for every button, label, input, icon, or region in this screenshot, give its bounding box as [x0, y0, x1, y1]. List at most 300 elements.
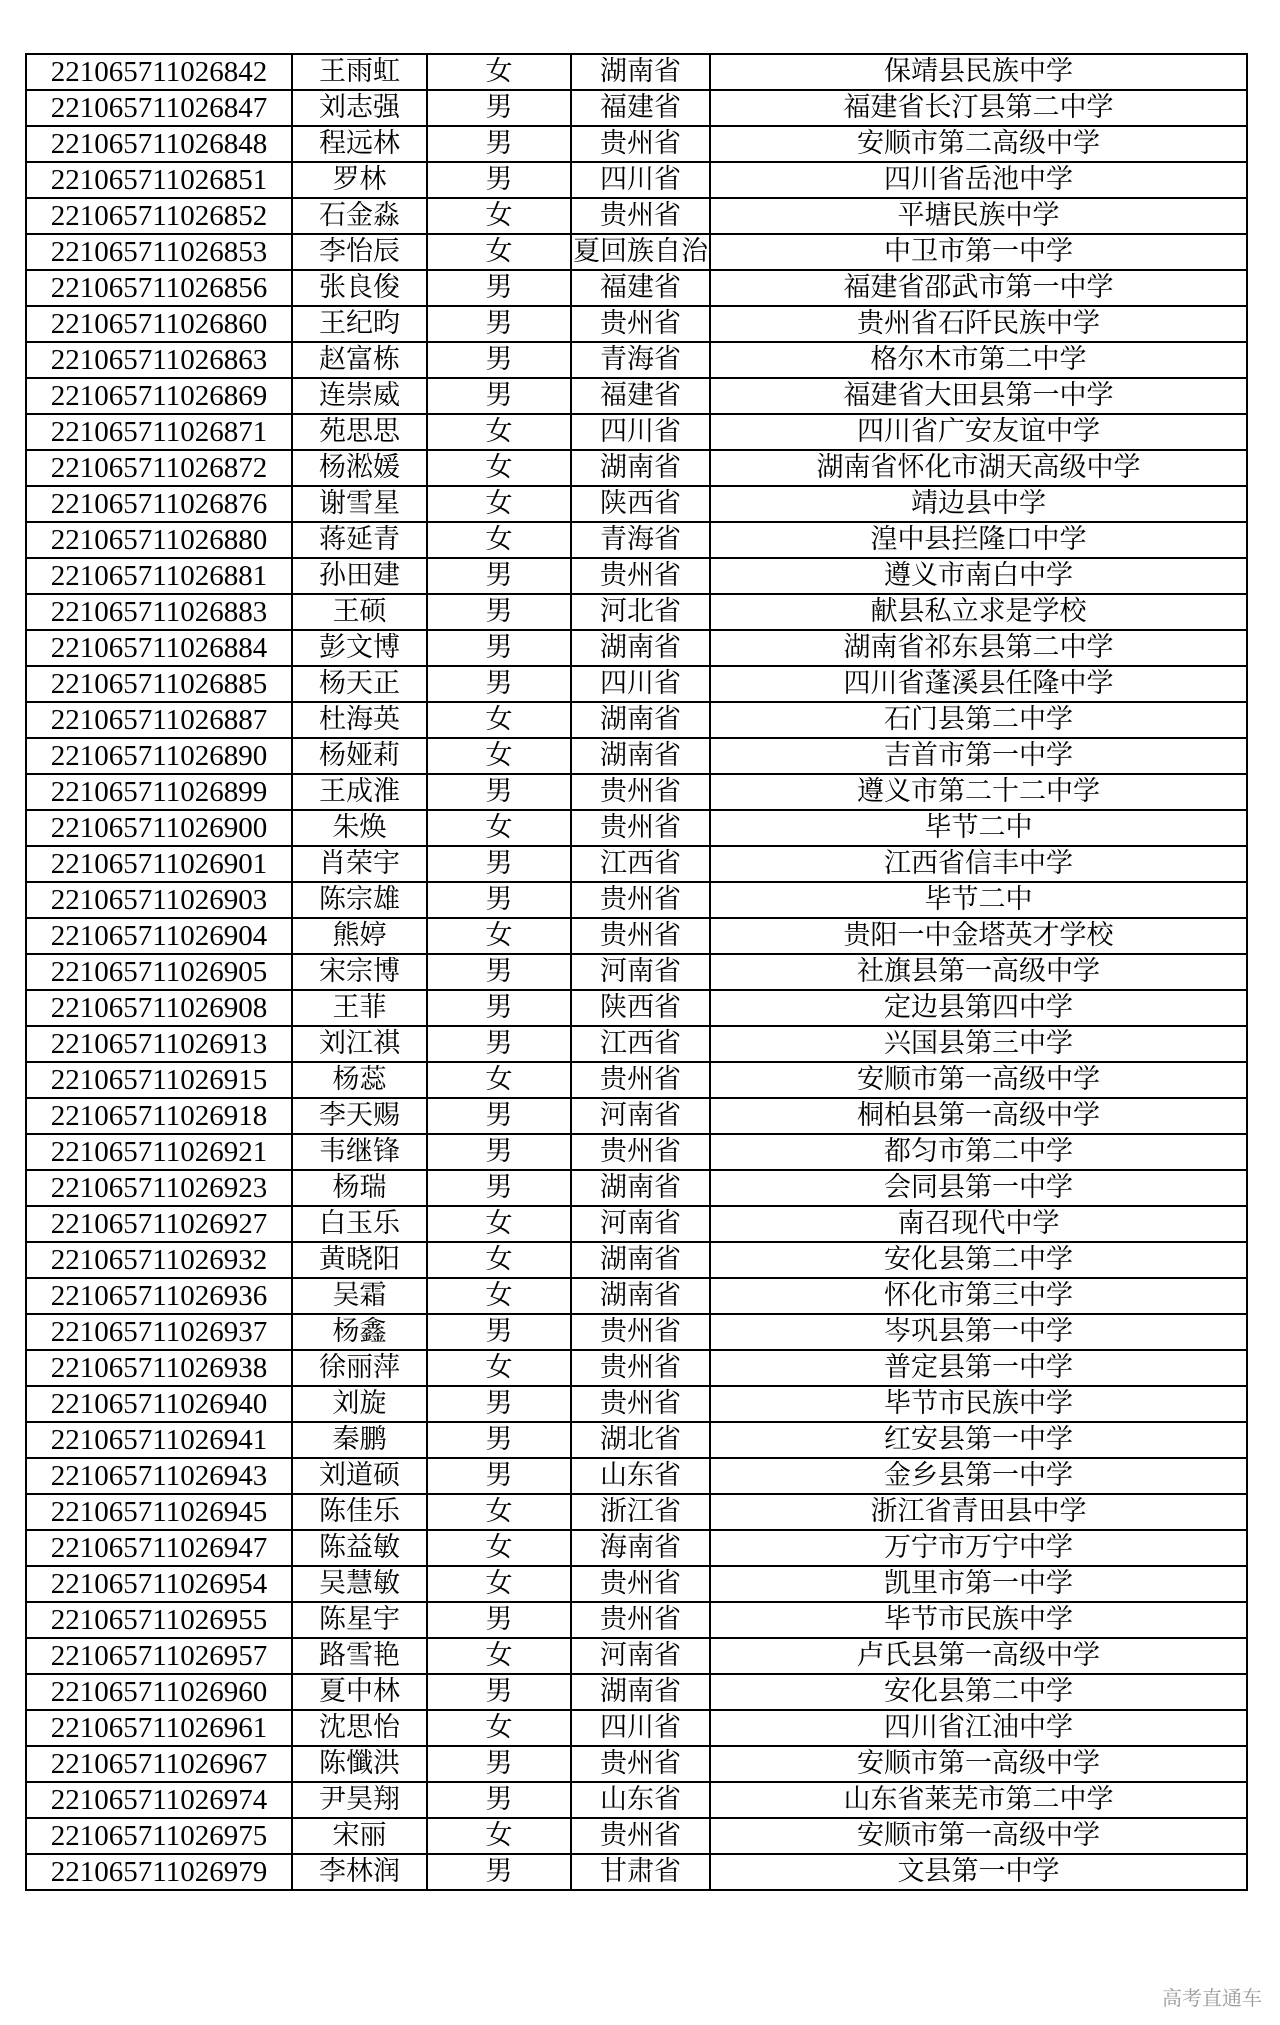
- province-cell: 贵州省: [571, 1566, 710, 1602]
- table-row: [26, 774, 1247, 810]
- school-cell: 安顺市第一高级中学: [710, 1818, 1247, 1854]
- table-row: [26, 1602, 1247, 1638]
- name-cell: 黄晓阳: [292, 1242, 427, 1278]
- gender-cell: 男: [427, 1098, 571, 1134]
- exam-id-cell: 221065711026904: [26, 918, 292, 954]
- gender-cell: 男: [427, 1674, 571, 1710]
- province-cell: 湖南省: [571, 450, 710, 486]
- province-cell: 贵州省: [571, 1602, 710, 1638]
- school-cell: 遵义市南白中学: [710, 558, 1247, 594]
- gender-cell: 男: [427, 882, 571, 918]
- school-cell: 中卫市第一中学: [710, 234, 1247, 270]
- exam-id-cell: 221065711026957: [26, 1638, 292, 1674]
- exam-id-cell: 221065711026863: [26, 342, 292, 378]
- table-row: [26, 378, 1247, 414]
- table-row: [26, 1530, 1247, 1566]
- exam-id-cell: 221065711026903: [26, 882, 292, 918]
- school-cell: 福建省邵武市第一中学: [710, 270, 1247, 306]
- name-cell: 陈宗雄: [292, 882, 427, 918]
- table-row: [26, 414, 1247, 450]
- table-row: [26, 1710, 1247, 1746]
- name-cell: 刘道硕: [292, 1458, 427, 1494]
- exam-id-cell: 221065711026913: [26, 1026, 292, 1062]
- gender-cell: 男: [427, 1026, 571, 1062]
- school-cell: 安顺市第二高级中学: [710, 126, 1247, 162]
- gender-cell: 男: [427, 990, 571, 1026]
- province-cell: 贵州省: [571, 1746, 710, 1782]
- exam-id-cell: 221065711026943: [26, 1458, 292, 1494]
- gender-cell: 女: [427, 1566, 571, 1602]
- name-cell: 徐丽萍: [292, 1350, 427, 1386]
- gender-cell: 男: [427, 1422, 571, 1458]
- exam-id-cell: 221065711026900: [26, 810, 292, 846]
- name-cell: 罗林: [292, 162, 427, 198]
- name-cell: 刘志强: [292, 90, 427, 126]
- exam-id-cell: 221065711026884: [26, 630, 292, 666]
- table-row: [26, 954, 1247, 990]
- province-cell: 贵州省: [571, 198, 710, 234]
- province-cell: 贵州省: [571, 1314, 710, 1350]
- province-cell: 陕西省: [571, 990, 710, 1026]
- exam-id-cell: 221065711026945: [26, 1494, 292, 1530]
- name-cell: 杨瑞: [292, 1170, 427, 1206]
- school-cell: 湖南省祁东县第二中学: [710, 630, 1247, 666]
- school-cell: 安顺市第一高级中学: [710, 1746, 1247, 1782]
- exam-id-cell: 221065711026876: [26, 486, 292, 522]
- table-row: [26, 1098, 1247, 1134]
- name-cell: 王成淮: [292, 774, 427, 810]
- school-cell: 定边县第四中学: [710, 990, 1247, 1026]
- name-cell: 吴霜: [292, 1278, 427, 1314]
- school-cell: 遵义市第二十二中学: [710, 774, 1247, 810]
- name-cell: 王雨虹: [292, 54, 427, 90]
- exam-id-cell: 221065711026901: [26, 846, 292, 882]
- table-row: [26, 126, 1247, 162]
- province-cell: 贵州省: [571, 1062, 710, 1098]
- province-cell: 贵州省: [571, 1386, 710, 1422]
- exam-id-cell: 221065711026908: [26, 990, 292, 1026]
- exam-id-cell: 221065711026860: [26, 306, 292, 342]
- table-row: [26, 558, 1247, 594]
- table-row: [26, 1062, 1247, 1098]
- province-cell: 四川省: [571, 162, 710, 198]
- gender-cell: 女: [427, 738, 571, 774]
- school-cell: 卢氏县第一高级中学: [710, 1638, 1247, 1674]
- name-cell: 宋宗博: [292, 954, 427, 990]
- table-row: [26, 702, 1247, 738]
- school-cell: 福建省长汀县第二中学: [710, 90, 1247, 126]
- table-row: [26, 198, 1247, 234]
- name-cell: 尹昊翔: [292, 1782, 427, 1818]
- gender-cell: 男: [427, 90, 571, 126]
- exam-id-cell: 221065711026927: [26, 1206, 292, 1242]
- exam-id-cell: 221065711026887: [26, 702, 292, 738]
- province-cell: 贵州省: [571, 306, 710, 342]
- table-row: [26, 918, 1247, 954]
- school-cell: 贵州省石阡民族中学: [710, 306, 1247, 342]
- school-cell: 吉首市第一中学: [710, 738, 1247, 774]
- name-cell: 杨娅莉: [292, 738, 427, 774]
- name-cell: 石金淼: [292, 198, 427, 234]
- gender-cell: 女: [427, 810, 571, 846]
- exam-id-cell: 221065711026872: [26, 450, 292, 486]
- province-cell: 海南省: [571, 1530, 710, 1566]
- exam-id-cell: 221065711026851: [26, 162, 292, 198]
- school-cell: 平塘民族中学: [710, 198, 1247, 234]
- name-cell: 路雪艳: [292, 1638, 427, 1674]
- name-cell: 韦继锋: [292, 1134, 427, 1170]
- school-cell: 兴国县第三中学: [710, 1026, 1247, 1062]
- gender-cell: 男: [427, 306, 571, 342]
- name-cell: 宋丽: [292, 1818, 427, 1854]
- school-cell: 社旗县第一高级中学: [710, 954, 1247, 990]
- gender-cell: 女: [427, 1530, 571, 1566]
- province-cell: 贵州省: [571, 1134, 710, 1170]
- table-row: [26, 486, 1247, 522]
- gender-cell: 男: [427, 1314, 571, 1350]
- gender-cell: 男: [427, 126, 571, 162]
- exam-id-cell: 221065711026880: [26, 522, 292, 558]
- exam-id-cell: 221065711026975: [26, 1818, 292, 1854]
- school-cell: 南召现代中学: [710, 1206, 1247, 1242]
- name-cell: 朱焕: [292, 810, 427, 846]
- gender-cell: 男: [427, 1782, 571, 1818]
- table-row: [26, 1674, 1247, 1710]
- table-row: [26, 162, 1247, 198]
- name-cell: 李林润: [292, 1854, 427, 1890]
- gender-cell: 女: [427, 486, 571, 522]
- province-cell: 河南省: [571, 1206, 710, 1242]
- name-cell: 杨天正: [292, 666, 427, 702]
- province-cell: 贵州省: [571, 774, 710, 810]
- province-cell: 青海省: [571, 522, 710, 558]
- gender-cell: 男: [427, 162, 571, 198]
- school-cell: 湟中县拦隆口中学: [710, 522, 1247, 558]
- exam-id-cell: 221065711026923: [26, 1170, 292, 1206]
- exam-id-cell: 221065711026960: [26, 1674, 292, 1710]
- school-cell: 贵阳一中金塔英才学校: [710, 918, 1247, 954]
- table-row: [26, 1422, 1247, 1458]
- exam-id-cell: 221065711026938: [26, 1350, 292, 1386]
- gender-cell: 男: [427, 594, 571, 630]
- name-cell: 白玉乐: [292, 1206, 427, 1242]
- province-cell: 河南省: [571, 1098, 710, 1134]
- name-cell: 谢雪星: [292, 486, 427, 522]
- table-row: [26, 1854, 1247, 1890]
- exam-id-cell: 221065711026885: [26, 666, 292, 702]
- province-cell: 福建省: [571, 90, 710, 126]
- table-row: [26, 450, 1247, 486]
- gender-cell: 女: [427, 1350, 571, 1386]
- exam-id-cell: 221065711026954: [26, 1566, 292, 1602]
- table-row: [26, 594, 1247, 630]
- school-cell: 湖南省怀化市湖天高级中学: [710, 450, 1247, 486]
- name-cell: 刘江祺: [292, 1026, 427, 1062]
- exam-id-cell: 221065711026881: [26, 558, 292, 594]
- name-cell: 李怡辰: [292, 234, 427, 270]
- name-cell: 杨鑫: [292, 1314, 427, 1350]
- name-cell: 陈益敏: [292, 1530, 427, 1566]
- table-row: [26, 1314, 1247, 1350]
- province-cell: 四川省: [571, 414, 710, 450]
- school-cell: 靖边县中学: [710, 486, 1247, 522]
- school-cell: 金乡县第一中学: [710, 1458, 1247, 1494]
- exam-id-cell: 221065711026871: [26, 414, 292, 450]
- province-cell: 贵州省: [571, 558, 710, 594]
- exam-id-cell: 221065711026967: [26, 1746, 292, 1782]
- name-cell: 赵富栋: [292, 342, 427, 378]
- table-row: [26, 810, 1247, 846]
- gender-cell: 男: [427, 558, 571, 594]
- name-cell: 夏中林: [292, 1674, 427, 1710]
- school-cell: 毕节市民族中学: [710, 1602, 1247, 1638]
- province-cell: 湖南省: [571, 630, 710, 666]
- exam-id-cell: 221065711026937: [26, 1314, 292, 1350]
- exam-id-cell: 221065711026842: [26, 54, 292, 90]
- exam-id-cell: 221065711026921: [26, 1134, 292, 1170]
- table-row: [26, 1782, 1247, 1818]
- province-cell: 甘肃省: [571, 1854, 710, 1890]
- gender-cell: 男: [427, 1602, 571, 1638]
- gender-cell: 女: [427, 1242, 571, 1278]
- school-cell: 浙江省青田县中学: [710, 1494, 1247, 1530]
- province-cell: 河南省: [571, 954, 710, 990]
- name-cell: 李天赐: [292, 1098, 427, 1134]
- gender-cell: 男: [427, 774, 571, 810]
- exam-id-cell: 221065711026853: [26, 234, 292, 270]
- gender-cell: 男: [427, 1386, 571, 1422]
- name-cell: 陈星宇: [292, 1602, 427, 1638]
- gender-cell: 女: [427, 522, 571, 558]
- school-cell: 四川省岳池中学: [710, 162, 1247, 198]
- exam-id-cell: 221065711026932: [26, 1242, 292, 1278]
- name-cell: 沈思怡: [292, 1710, 427, 1746]
- table-row: [26, 882, 1247, 918]
- school-cell: 四川省江油中学: [710, 1710, 1247, 1746]
- school-cell: 毕节市民族中学: [710, 1386, 1247, 1422]
- gender-cell: 女: [427, 450, 571, 486]
- exam-id-cell: 221065711026890: [26, 738, 292, 774]
- school-cell: 会同县第一中学: [710, 1170, 1247, 1206]
- name-cell: 吴慧敏: [292, 1566, 427, 1602]
- gender-cell: 男: [427, 1170, 571, 1206]
- school-cell: 都匀市第二中学: [710, 1134, 1247, 1170]
- name-cell: 杨淞媛: [292, 450, 427, 486]
- gender-cell: 男: [427, 378, 571, 414]
- school-cell: 石门县第二中学: [710, 702, 1247, 738]
- province-cell: 河南省: [571, 1638, 710, 1674]
- exam-id-cell: 221065711026936: [26, 1278, 292, 1314]
- table-row: [26, 1566, 1247, 1602]
- gender-cell: 女: [427, 1710, 571, 1746]
- school-cell: 万宁市万宁中学: [710, 1530, 1247, 1566]
- school-cell: 凯里市第一中学: [710, 1566, 1247, 1602]
- province-cell: 江西省: [571, 1026, 710, 1062]
- name-cell: 张良俊: [292, 270, 427, 306]
- school-cell: 献县私立求是学校: [710, 594, 1247, 630]
- school-cell: 文县第一中学: [710, 1854, 1247, 1890]
- exam-id-cell: 221065711026979: [26, 1854, 292, 1890]
- name-cell: 肖荣宇: [292, 846, 427, 882]
- province-cell: 贵州省: [571, 810, 710, 846]
- table-row: [26, 234, 1247, 270]
- gender-cell: 女: [427, 54, 571, 90]
- province-cell: 山东省: [571, 1782, 710, 1818]
- exam-id-cell: 221065711026847: [26, 90, 292, 126]
- province-cell: 青海省: [571, 342, 710, 378]
- school-cell: 红安县第一中学: [710, 1422, 1247, 1458]
- table-row: [26, 1278, 1247, 1314]
- table-row: [26, 522, 1247, 558]
- gender-cell: 女: [427, 1494, 571, 1530]
- name-cell: 苑思思: [292, 414, 427, 450]
- province-cell: 湖南省: [571, 738, 710, 774]
- province-cell: 湖北省: [571, 1422, 710, 1458]
- province-cell: 福建省: [571, 270, 710, 306]
- school-cell: 山东省莱芜市第二中学: [710, 1782, 1247, 1818]
- table-row: [26, 666, 1247, 702]
- table-row: [26, 1746, 1247, 1782]
- name-cell: 王纪昀: [292, 306, 427, 342]
- gender-cell: 男: [427, 1458, 571, 1494]
- exam-id-cell: 221065711026918: [26, 1098, 292, 1134]
- watermark-text: 高考直通车: [1162, 1986, 1262, 2010]
- name-cell: 杜海英: [292, 702, 427, 738]
- gender-cell: 男: [427, 1746, 571, 1782]
- admission-list-table: [25, 53, 1248, 1891]
- gender-cell: 男: [427, 270, 571, 306]
- province-cell: 夏回族自治: [571, 234, 710, 270]
- table-row: [26, 846, 1247, 882]
- table-body: [26, 54, 1247, 1890]
- table-row: [26, 342, 1247, 378]
- exam-id-cell: 221065711026955: [26, 1602, 292, 1638]
- table-row: [26, 90, 1247, 126]
- exam-id-cell: 221065711026974: [26, 1782, 292, 1818]
- school-cell: 安化县第二中学: [710, 1242, 1247, 1278]
- school-cell: 桐柏县第一高级中学: [710, 1098, 1247, 1134]
- gender-cell: 女: [427, 1818, 571, 1854]
- gender-cell: 男: [427, 846, 571, 882]
- province-cell: 湖南省: [571, 1278, 710, 1314]
- name-cell: 刘旋: [292, 1386, 427, 1422]
- school-cell: 普定县第一中学: [710, 1350, 1247, 1386]
- table-row: [26, 738, 1247, 774]
- table-row: [26, 1242, 1247, 1278]
- province-cell: 湖南省: [571, 702, 710, 738]
- province-cell: 河北省: [571, 594, 710, 630]
- exam-id-cell: 221065711026899: [26, 774, 292, 810]
- gender-cell: 男: [427, 1134, 571, 1170]
- gender-cell: 男: [427, 342, 571, 378]
- gender-cell: 女: [427, 198, 571, 234]
- exam-id-cell: 221065711026883: [26, 594, 292, 630]
- gender-cell: 女: [427, 414, 571, 450]
- province-cell: 贵州省: [571, 126, 710, 162]
- province-cell: 贵州省: [571, 1818, 710, 1854]
- school-cell: 毕节二中: [710, 882, 1247, 918]
- school-cell: 格尔木市第二中学: [710, 342, 1247, 378]
- province-cell: 湖南省: [571, 1242, 710, 1278]
- gender-cell: 男: [427, 630, 571, 666]
- name-cell: 连崇威: [292, 378, 427, 414]
- name-cell: 杨蕊: [292, 1062, 427, 1098]
- school-cell: 保靖县民族中学: [710, 54, 1247, 90]
- exam-id-cell: 221065711026869: [26, 378, 292, 414]
- school-cell: 安化县第二中学: [710, 1674, 1247, 1710]
- exam-id-cell: 221065711026848: [26, 126, 292, 162]
- gender-cell: 男: [427, 954, 571, 990]
- province-cell: 湖南省: [571, 54, 710, 90]
- gender-cell: 男: [427, 666, 571, 702]
- province-cell: 湖南省: [571, 1674, 710, 1710]
- gender-cell: 女: [427, 1062, 571, 1098]
- table-row: [26, 1494, 1247, 1530]
- table-row: [26, 1170, 1247, 1206]
- table-row: [26, 1026, 1247, 1062]
- gender-cell: 女: [427, 234, 571, 270]
- name-cell: 蒋延青: [292, 522, 427, 558]
- school-cell: 江西省信丰中学: [710, 846, 1247, 882]
- gender-cell: 女: [427, 1638, 571, 1674]
- province-cell: 贵州省: [571, 1350, 710, 1386]
- name-cell: 彭文博: [292, 630, 427, 666]
- school-cell: 四川省蓬溪县任隆中学: [710, 666, 1247, 702]
- name-cell: 王硕: [292, 594, 427, 630]
- name-cell: 秦鹏: [292, 1422, 427, 1458]
- name-cell: 孙田建: [292, 558, 427, 594]
- gender-cell: 男: [427, 1854, 571, 1890]
- province-cell: 四川省: [571, 666, 710, 702]
- exam-id-cell: 221065711026941: [26, 1422, 292, 1458]
- exam-id-cell: 221065711026947: [26, 1530, 292, 1566]
- province-cell: 湖南省: [571, 1170, 710, 1206]
- province-cell: 陕西省: [571, 486, 710, 522]
- table-row: [26, 1350, 1247, 1386]
- table-row: [26, 990, 1247, 1026]
- table-row: [26, 54, 1247, 90]
- table-row: [26, 1638, 1247, 1674]
- name-cell: 程远林: [292, 126, 427, 162]
- province-cell: 江西省: [571, 846, 710, 882]
- school-cell: 怀化市第三中学: [710, 1278, 1247, 1314]
- table-row: [26, 1818, 1247, 1854]
- table-row: [26, 306, 1247, 342]
- province-cell: 山东省: [571, 1458, 710, 1494]
- exam-id-cell: 221065711026905: [26, 954, 292, 990]
- province-cell: 贵州省: [571, 918, 710, 954]
- exam-id-cell: 221065711026961: [26, 1710, 292, 1746]
- name-cell: 陈佳乐: [292, 1494, 427, 1530]
- gender-cell: 女: [427, 918, 571, 954]
- school-cell: 毕节二中: [710, 810, 1247, 846]
- name-cell: 熊婷: [292, 918, 427, 954]
- table-row: [26, 270, 1247, 306]
- province-cell: 福建省: [571, 378, 710, 414]
- table-row: [26, 1458, 1247, 1494]
- exam-id-cell: 221065711026856: [26, 270, 292, 306]
- gender-cell: 女: [427, 1206, 571, 1242]
- province-cell: 四川省: [571, 1710, 710, 1746]
- table-row: [26, 1386, 1247, 1422]
- school-cell: 四川省广安友谊中学: [710, 414, 1247, 450]
- school-cell: 岑巩县第一中学: [710, 1314, 1247, 1350]
- school-cell: 安顺市第一高级中学: [710, 1062, 1247, 1098]
- gender-cell: 女: [427, 702, 571, 738]
- table-row: [26, 630, 1247, 666]
- table-row: [26, 1206, 1247, 1242]
- gender-cell: 女: [427, 1278, 571, 1314]
